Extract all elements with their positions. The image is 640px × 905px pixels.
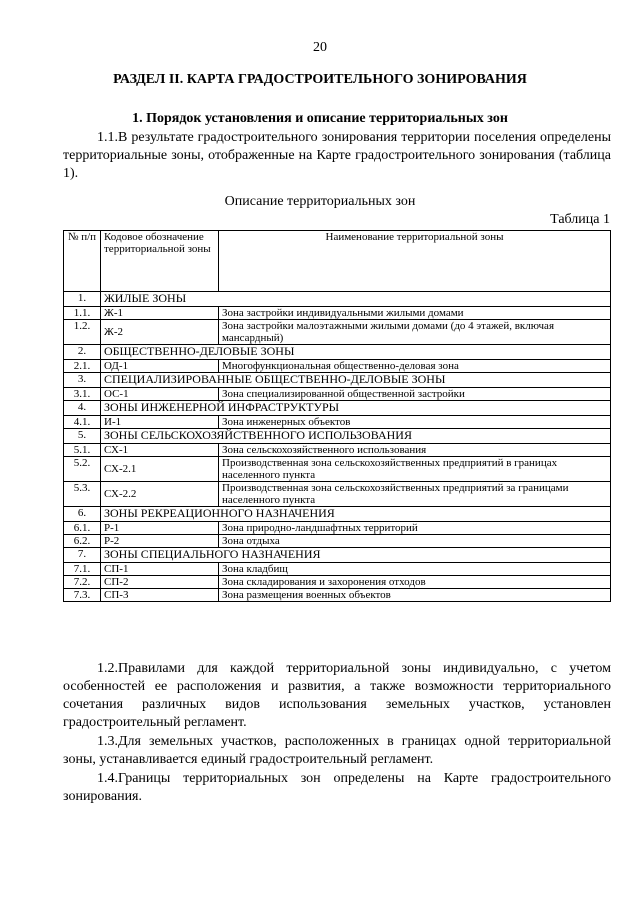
intro-paragraph: 1.1.В результате градостроительного зонирования территории поселения определены территориальные зоны, отображенные на Карте градостроительного зонирования (таблица 1). <box>63 130 611 181</box>
table-row <box>64 563 611 576</box>
header-num: № п/п <box>64 231 101 292</box>
zone-name-cell: Зона складирования и захоронения отходов <box>219 576 611 589</box>
zone-code-cell: ОС-1 <box>101 388 219 401</box>
section-title-cell: ЗОНЫ РЕКРЕАЦИОННОГО НАЗНАЧЕНИЯ <box>101 507 611 522</box>
row-number: 7. <box>64 548 101 563</box>
table-row <box>64 444 611 457</box>
table-row <box>64 320 611 345</box>
row-number: 5.3. <box>64 482 101 507</box>
section-title-cell: ЖИЛЫЕ ЗОНЫ <box>101 292 611 307</box>
zones-table-body <box>64 292 611 602</box>
row-number: 4. <box>64 401 101 416</box>
table-section-row <box>64 429 611 444</box>
row-number: 6.2. <box>64 535 101 548</box>
zone-code-cell: СХ-2.1 <box>101 457 219 482</box>
row-number: 4.1. <box>64 416 101 429</box>
zone-code-cell: СП-3 <box>101 589 219 602</box>
row-number: 1. <box>64 292 101 307</box>
table-section-row <box>64 345 611 360</box>
table-section-row <box>64 548 611 563</box>
table-row <box>64 360 611 373</box>
row-number: 7.2. <box>64 576 101 589</box>
row-number: 5. <box>64 429 101 444</box>
table-row <box>64 589 611 602</box>
table-row <box>64 388 611 401</box>
zone-name-cell: Зона размещения военных объектов <box>219 589 611 602</box>
zone-code-cell: Ж-2 <box>101 320 219 345</box>
zone-name-cell: Многофункциональная общественно-деловая зона <box>219 360 611 373</box>
row-number: 3.1. <box>64 388 101 401</box>
zone-code-cell: И-1 <box>101 416 219 429</box>
table-row <box>64 535 611 548</box>
zone-name-cell: Зона сельскохозяйственного использования <box>219 444 611 457</box>
zone-code-cell: Р-1 <box>101 522 219 535</box>
section-title-cell: СПЕЦИАЛИЗИРОВАННЫЕ ОБЩЕСТВЕННО-ДЕЛОВЫЕ ЗОНЫ <box>101 373 611 388</box>
zone-code-cell: Р-2 <box>101 535 219 548</box>
zone-code-cell: СХ-1 <box>101 444 219 457</box>
row-number: 1.2. <box>64 320 101 345</box>
zone-code-cell: ОД-1 <box>101 360 219 373</box>
row-number: 6. <box>64 507 101 522</box>
zone-name-cell: Производственная зона сельскохозяйственных предприятий в границах населенного пункта <box>219 457 611 482</box>
zone-code-cell: СП-2 <box>101 576 219 589</box>
table-caption: Описание территориальных зон <box>224 194 416 209</box>
row-number: 5.2. <box>64 457 101 482</box>
table-section-row <box>64 373 611 388</box>
zone-name-cell: Зона отдыха <box>219 535 611 548</box>
row-number: 7.3. <box>64 589 101 602</box>
row-number: 2. <box>64 345 101 360</box>
table-section-row <box>64 401 611 416</box>
table-row <box>64 522 611 535</box>
row-number: 1.1. <box>64 307 101 320</box>
zone-name-cell: Зона застройки индивидуальными жилыми домами <box>219 307 611 320</box>
section-title-cell: ЗОНЫ СЕЛЬСКОХОЗЯЙСТВЕННОГО ИСПОЛЬЗОВАНИЯ <box>101 429 611 444</box>
zone-name-cell: Производственная зона сельскохозяйственных предприятий за границами населенного пункта <box>219 482 611 507</box>
table-section-row <box>64 507 611 522</box>
table-row <box>64 416 611 429</box>
section-title-cell: ОБЩЕСТВЕННО-ДЕЛОВЫЕ ЗОНЫ <box>101 345 611 360</box>
paragraph-1-2: 1.2.Правилами для каждой территориальной зоны индивидуально, с учетом особенностей ее расположения и развития, а также возможности территориального сочетания различных видов использования земельных участков, установлен градостроительный регламент. <box>63 661 611 730</box>
zones-table <box>63 230 611 602</box>
table-section-row <box>64 292 611 307</box>
zone-name-cell: Зона застройки малоэтажными жилыми домами (до 4 этажей, включая мансардный) <box>219 320 611 345</box>
zone-name-cell: Зона специализированной общественной застройки <box>219 388 611 401</box>
paragraph-1-4: 1.4.Границы территориальных зон определены на Карте градостроительного зонирования. <box>63 771 611 804</box>
paragraph-1-3: 1.3.Для земельных участков, расположенных в границах одной территориальной зоны, устанавливается единый градостроительный регламент. <box>63 734 611 767</box>
zone-code-cell: СХ-2.2 <box>101 482 219 507</box>
row-number: 2.1. <box>64 360 101 373</box>
header-code: Кодовое обозначение территориальной зоны <box>101 231 219 292</box>
row-number: 6.1. <box>64 522 101 535</box>
section-title-cell: ЗОНЫ СПЕЦИАЛЬНОГО НАЗНАЧЕНИЯ <box>101 548 611 563</box>
zone-code-cell: Ж-1 <box>101 307 219 320</box>
page-number: 20 <box>313 40 327 55</box>
row-number: 7.1. <box>64 563 101 576</box>
section-title: РАЗДЕЛ II. КАРТА ГРАДОСТРОИТЕЛЬНОГО ЗОНИРОВАНИЯ <box>113 72 527 87</box>
row-number: 5.1. <box>64 444 101 457</box>
zone-name-cell: Зона кладбищ <box>219 563 611 576</box>
section-title-cell: ЗОНЫ ИНЖЕНЕРНОЙ ИНФРАСТРУКТУРЫ <box>101 401 611 416</box>
table-row <box>64 482 611 507</box>
header-name: Наименование территориальной зоны <box>219 231 611 292</box>
table-row <box>64 307 611 320</box>
subsection-title: 1. Порядок установления и описание территориальных зон <box>132 111 508 126</box>
zone-name-cell: Зона инженерных объектов <box>219 416 611 429</box>
zone-code-cell: СП-1 <box>101 563 219 576</box>
table-row <box>64 576 611 589</box>
zone-name-cell: Зона природно-ландшафтных территорий <box>219 522 611 535</box>
table-header-row <box>64 231 611 292</box>
row-number: 3. <box>64 373 101 388</box>
table-label: Таблица 1 <box>550 212 610 227</box>
table-row <box>64 457 611 482</box>
